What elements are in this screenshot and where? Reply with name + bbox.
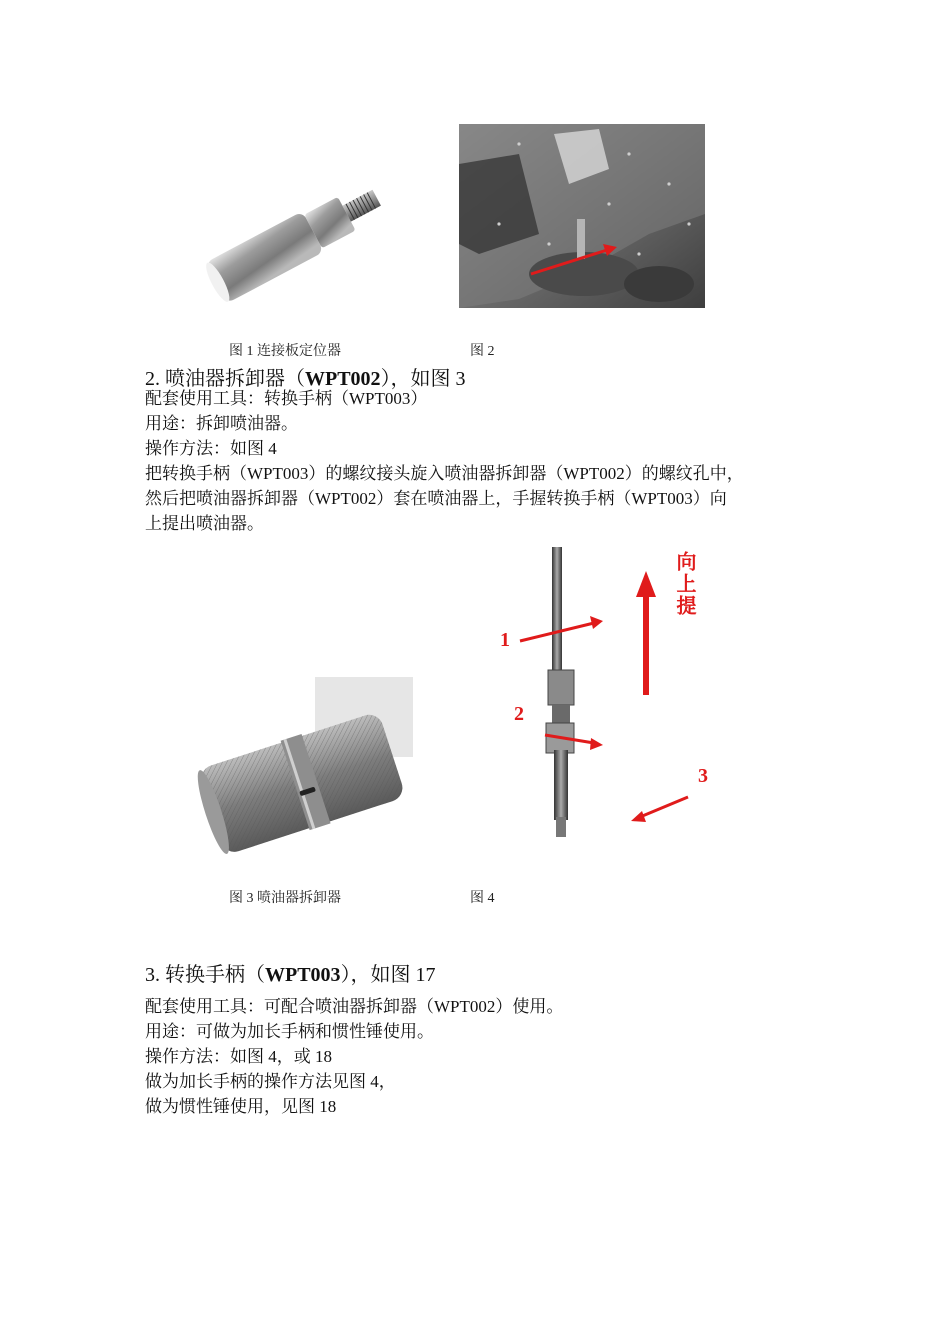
section-3-heading-prefix: 3. 转换手柄（ xyxy=(145,964,265,986)
section-2-heading-code: WPT002 xyxy=(305,368,381,390)
figure-1-caption: 图 1 连接板定位器 xyxy=(229,344,341,359)
figure-4-caption: 图 4 xyxy=(470,891,495,906)
figure-3-caption: 图 3 喷油器拆卸器 xyxy=(229,891,341,906)
figure-4-label-1: 1 xyxy=(500,629,510,651)
section-3-heading-code: WPT003 xyxy=(265,964,341,986)
figure-4-label-3: 3 xyxy=(698,765,708,787)
section-2-line: 用途：拆卸喷油器。 xyxy=(145,414,298,433)
section-3-line: 做为惯性锤使用，见图 18 xyxy=(145,1097,337,1116)
figure-3-image xyxy=(195,677,413,855)
section-3-line: 操作方法：如图 4，或 18 xyxy=(145,1047,332,1066)
figure-1-image xyxy=(195,150,405,310)
figure-4-label-2: 2 xyxy=(514,703,524,725)
figure-4-label-lift: 向上提 xyxy=(673,551,695,617)
section-2-line: 把转换手柄（WPT003）的螺纹接头旋入喷油器拆卸器（WPT002）的螺纹孔中， xyxy=(145,464,744,483)
section-3-body xyxy=(145,994,563,1119)
section-2-line: 上提出喷油器。 xyxy=(145,514,264,533)
section-2-line: 配套使用工具：转换手柄（WPT003） xyxy=(145,389,428,408)
section-2-line: 操作方法：如图 4 xyxy=(145,439,277,458)
section-2-heading-suffix: ），如图 3 xyxy=(380,368,466,390)
figure-2-image xyxy=(459,124,705,308)
section-2-body xyxy=(145,386,744,536)
figure-2-caption: 图 2 xyxy=(470,344,495,359)
section-2-line: 然后把喷油器拆卸器（WPT002）套在喷油器上，手握转换手柄（WPT003）向 xyxy=(145,489,727,508)
section-3-line: 用途：可做为加长手柄和惯性锤使用。 xyxy=(145,1022,434,1041)
section-3-heading xyxy=(145,958,436,987)
section-3-heading-suffix: ），如图 17 xyxy=(340,964,436,986)
section-3-line: 做为加长手柄的操作方法见图 4， xyxy=(145,1072,396,1091)
section-3-line: 配套使用工具：可配合喷油器拆卸器（WPT002）使用。 xyxy=(145,997,564,1016)
section-2-heading-prefix: 2. 喷油器拆卸器（ xyxy=(145,368,305,390)
figure-4-image xyxy=(490,545,720,855)
